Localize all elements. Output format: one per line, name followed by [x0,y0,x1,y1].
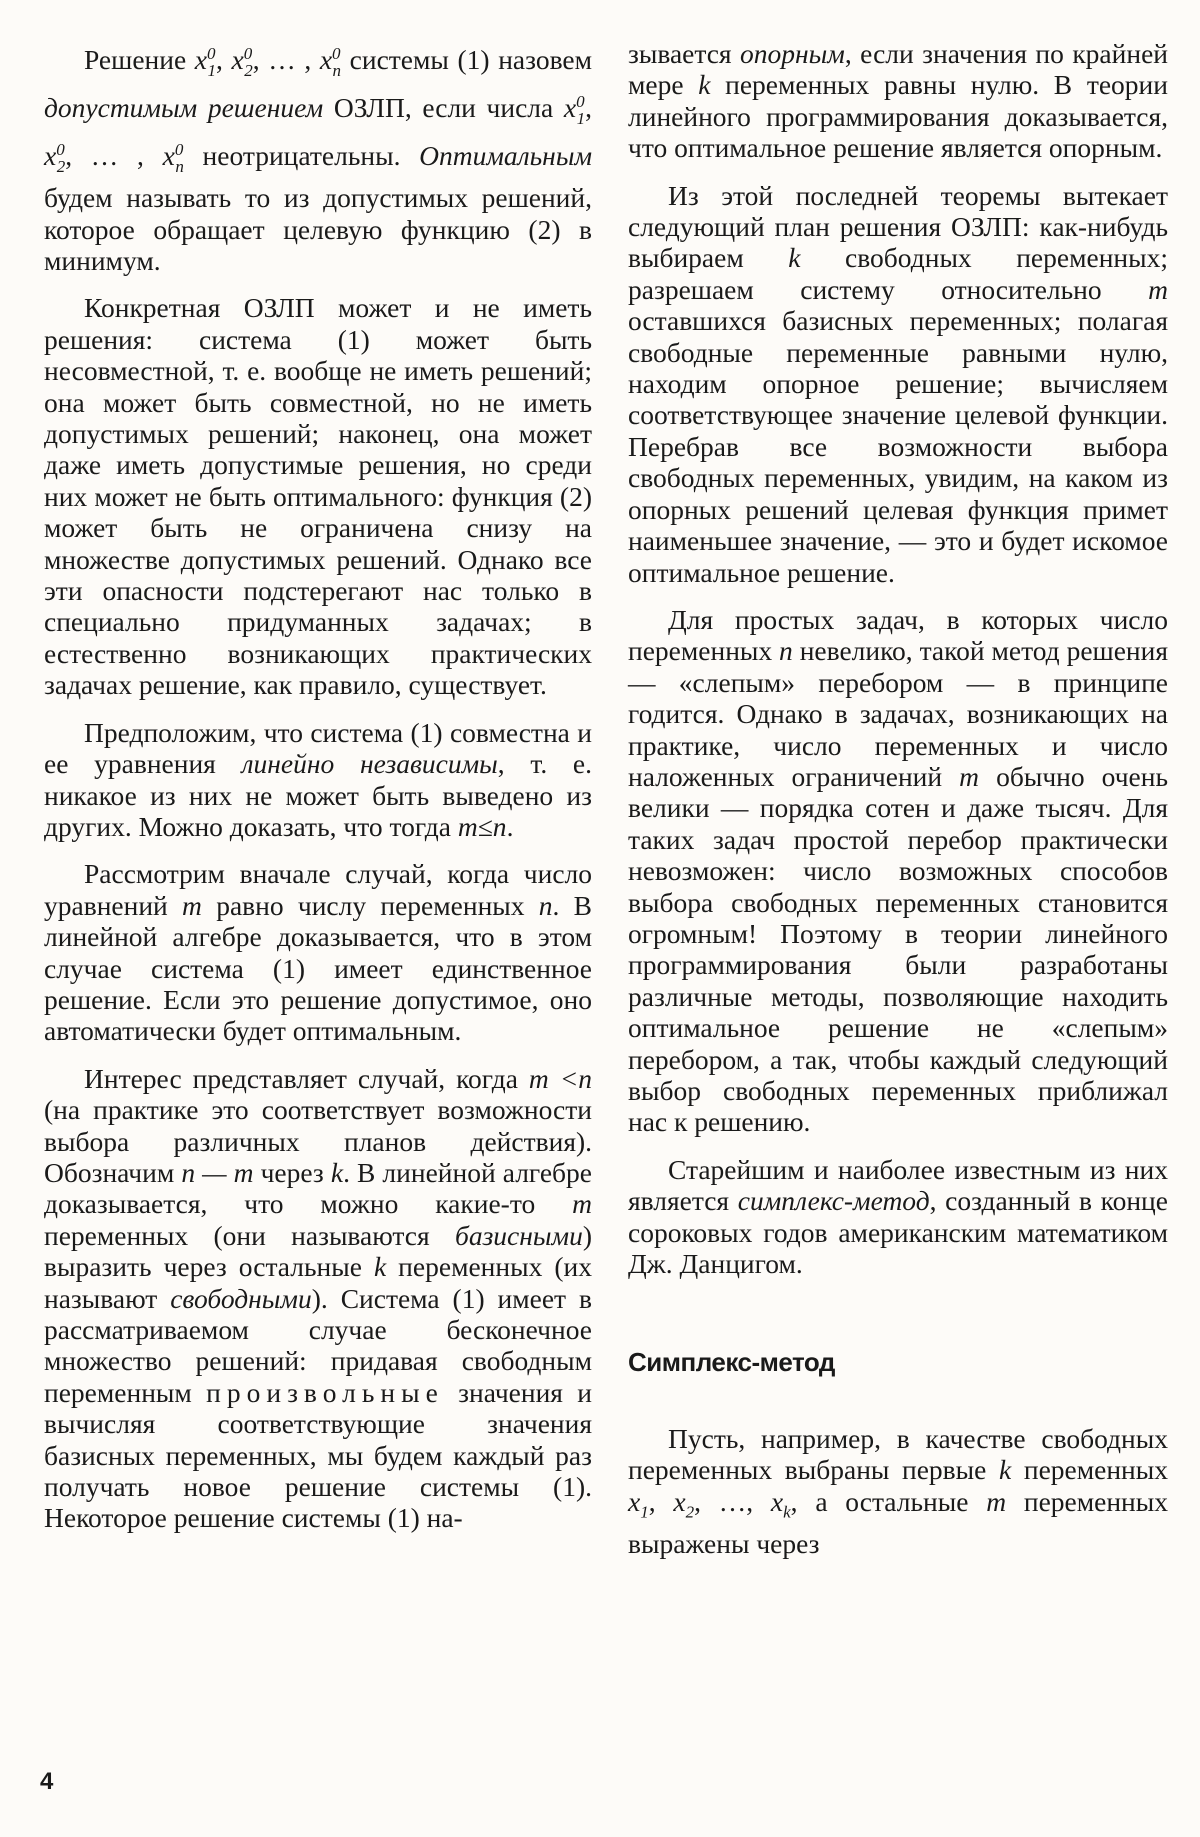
text: Пусть, например, в качестве свободных переменных выбраны первые [628,1422,1168,1486]
italic-term: Оптимальным [419,140,592,172]
var: x [770,1485,784,1517]
text: Рассмотрим вначале случай, когда число уравнений [44,858,592,921]
text: , если значения по крайней мере [628,38,1168,101]
text: равно числу переменных [201,889,539,921]
paragraph-basic-solution [628,38,1168,164]
paragraph-independence [44,717,592,843]
sub: 2 [56,156,66,176]
text: системы (1) назовем [341,44,593,76]
text: Для простых задач, в которых число переменных [628,603,1168,667]
text: , … , [252,44,320,76]
var: x [162,140,175,172]
text: Из этой последней теоремы вытекает следующий план решения ОЗЛП: как-нибудь выбираем [628,179,1168,274]
text: ) выразить через остальные [44,1219,592,1283]
math-inline: m [1148,273,1168,305]
sub: 1 [640,1502,649,1522]
italic-term: базисными [454,1219,583,1251]
paragraph-simplex-intro [628,1154,1168,1280]
text: , …, [694,1485,771,1517]
var: x [194,44,207,76]
math-x2 [44,140,66,176]
math-inline: m [959,760,980,792]
sub: 1 [207,60,216,80]
text: , т. е. никакое из них не может быть выведено из других. Можно доказать, что тогда [44,748,592,842]
math-x2 [673,1485,695,1522]
text: ОЗЛП, если числа [323,92,564,124]
math-xn [319,44,342,80]
math-inline: n [779,635,793,667]
paragraph-m-less-n [44,1063,592,1534]
sup: 0 [174,140,184,160]
math-inline: n [538,889,553,921]
text: через [253,1156,331,1188]
text: будем называть то из допустимых решений, которое обращает целевую функцию (2) в минимум. [44,182,592,276]
text: свободных переменных; разрешаем систему относительно [628,242,1168,305]
var: x [563,92,577,124]
text: , [585,92,592,124]
math-x1 [563,92,586,128]
paragraph-no-solution: Конкретная ОЗЛП может и не иметь решения: система (1) может быть несовместной, т. е. вообще не иметь решений; она может быть совместной, но не иметь допустимых решений; наконец, она может даже иметь допустимые решения, но среди них может не быть оптимального: функция (2) может быть не ограничена снизу на множестве допустимых решений. Однако все эти опасности подстерегают нас только в специально придуманных задачах; в естественно возникающих практических задачах решение, как правило, существует. [44,292,592,701]
var: x [231,44,244,76]
math-xn [162,140,184,176]
math-inline: k [788,242,801,274]
paragraph-m-equals-n [44,858,592,1046]
sub: 2 [244,60,253,80]
var: x [673,1485,686,1517]
text: значения и вычисляя соответствующие значения базисных переменных, мы будем каждый раз получать новое решение системы (1). Некоторое решение системы (1) на- [44,1376,592,1534]
text: Интерес представляет случай, когда [84,1062,529,1094]
math-inline: k [373,1251,387,1283]
math-xk [770,1485,791,1522]
text: , созданный в конце сороковых годов американским математиком Дж. Данцигом. [628,1185,1168,1280]
math-inline: m <n [528,1062,592,1094]
math-inline: k [999,1454,1012,1486]
right-column [628,38,1168,1559]
text: переменных [1011,1454,1168,1486]
text: переменных (они называются [44,1219,455,1251]
text: , [648,1485,674,1517]
text: переменных выражены через [628,1485,1169,1559]
text: невелико, такой метод решения — «слепым» перебором — в принципе годится. Однако в задачах, возникающих на практике, число переменных и число наложенных ограничений [628,635,1168,792]
text: . [506,810,514,842]
paragraph-feasible-solution [44,38,592,276]
italic-term: свободными [170,1282,312,1314]
text: переменных равны нулю. В теории линейного программирования доказывается, что оптимальное решение является опорным. [628,69,1168,164]
math-x1 [628,1485,649,1522]
sup: 0 [56,140,65,160]
text: Старейшим и наиболее известным из них является [628,1153,1168,1217]
left-column [44,38,592,1534]
page-number: 4 [40,1768,54,1795]
text: оставшихся базисных переменных; полагая свободные переменные равными нулю, находим опорное решение; вычисляем соответствующее значение целевой функции. Перебрав все возможности выбора свободных переменных, увидим, на каком из опорных решений целевая функция примет наименьшее значение, — это и будет искомое оптимальное решение. [628,305,1168,588]
sup: 0 [243,44,253,63]
section-heading: Симплекс-метод [628,1347,835,1378]
text: обычно очень велики — порядка сотен и даже тысяч. Для таких задач простой перебор практически невозможен: число возможных способов выбора свободных переменных становится огромным! Поэтому в теории линейного программирования были разработаны различные методы, позволяющие находить оптимальное решение не «слепым» перебором, а так, чтобы каждый следующий выбор свободных переменных приближал нас к решению. [628,760,1168,1138]
math-x2 [231,44,253,80]
text: , … , [65,140,163,172]
sup: 0 [332,44,341,63]
italic-term: опорным [740,38,845,69]
var: x [319,44,333,76]
italic-term: симплекс-метод [737,1185,930,1217]
math-inline: m [986,1485,1007,1517]
sub: 2 [685,1502,695,1522]
sup: 0 [576,92,585,112]
text: . В линейной алгебре доказывается, что можно какие-то [44,1156,592,1220]
text: неотрицательны. [183,140,420,172]
var: x [628,1485,641,1517]
paragraph-simplex-start [628,1423,1168,1559]
paragraph-brute-force [628,604,1168,1138]
math-inline: k [330,1156,344,1188]
math-inline: m [572,1188,592,1220]
sub: k [783,1502,791,1522]
text: зывается [628,38,741,69]
sub: n [175,156,184,176]
text: переменных (их называют [44,1251,592,1314]
text: Предположим, что система (1) совместна и ее уравнения [44,716,592,780]
math-inline: n — m [181,1156,254,1188]
math-x1 [194,44,216,80]
math-inline: k [698,69,711,101]
text: Решение [84,44,195,76]
math-inline: m [182,889,202,921]
text: ). Система (1) имеет в рассматриваемом случае бесконечное множество решений: придавая свободным переменным [44,1282,592,1408]
sub: 1 [576,108,586,128]
spaced-term: произвольные [206,1376,444,1408]
text: . В линейной алгебре доказывается, что в этом случае система (1) имеет единственное решение. Если это решение допустимое, оно автоматически будет оптимальным. [44,889,593,1047]
text: , а остальные [790,1485,987,1517]
text: (на практике это соответствует возможности выбора различных планов действия). Обозначим [44,1094,592,1188]
sup: 0 [207,44,216,63]
var: x [44,140,57,172]
math-inline: m≤n [457,810,507,842]
italic-term: линейно независимы [241,748,498,780]
sub: n [332,60,342,80]
paragraph-solution-plan [628,180,1168,588]
text: , [216,44,232,76]
italic-term: допустимым решением [44,92,324,124]
